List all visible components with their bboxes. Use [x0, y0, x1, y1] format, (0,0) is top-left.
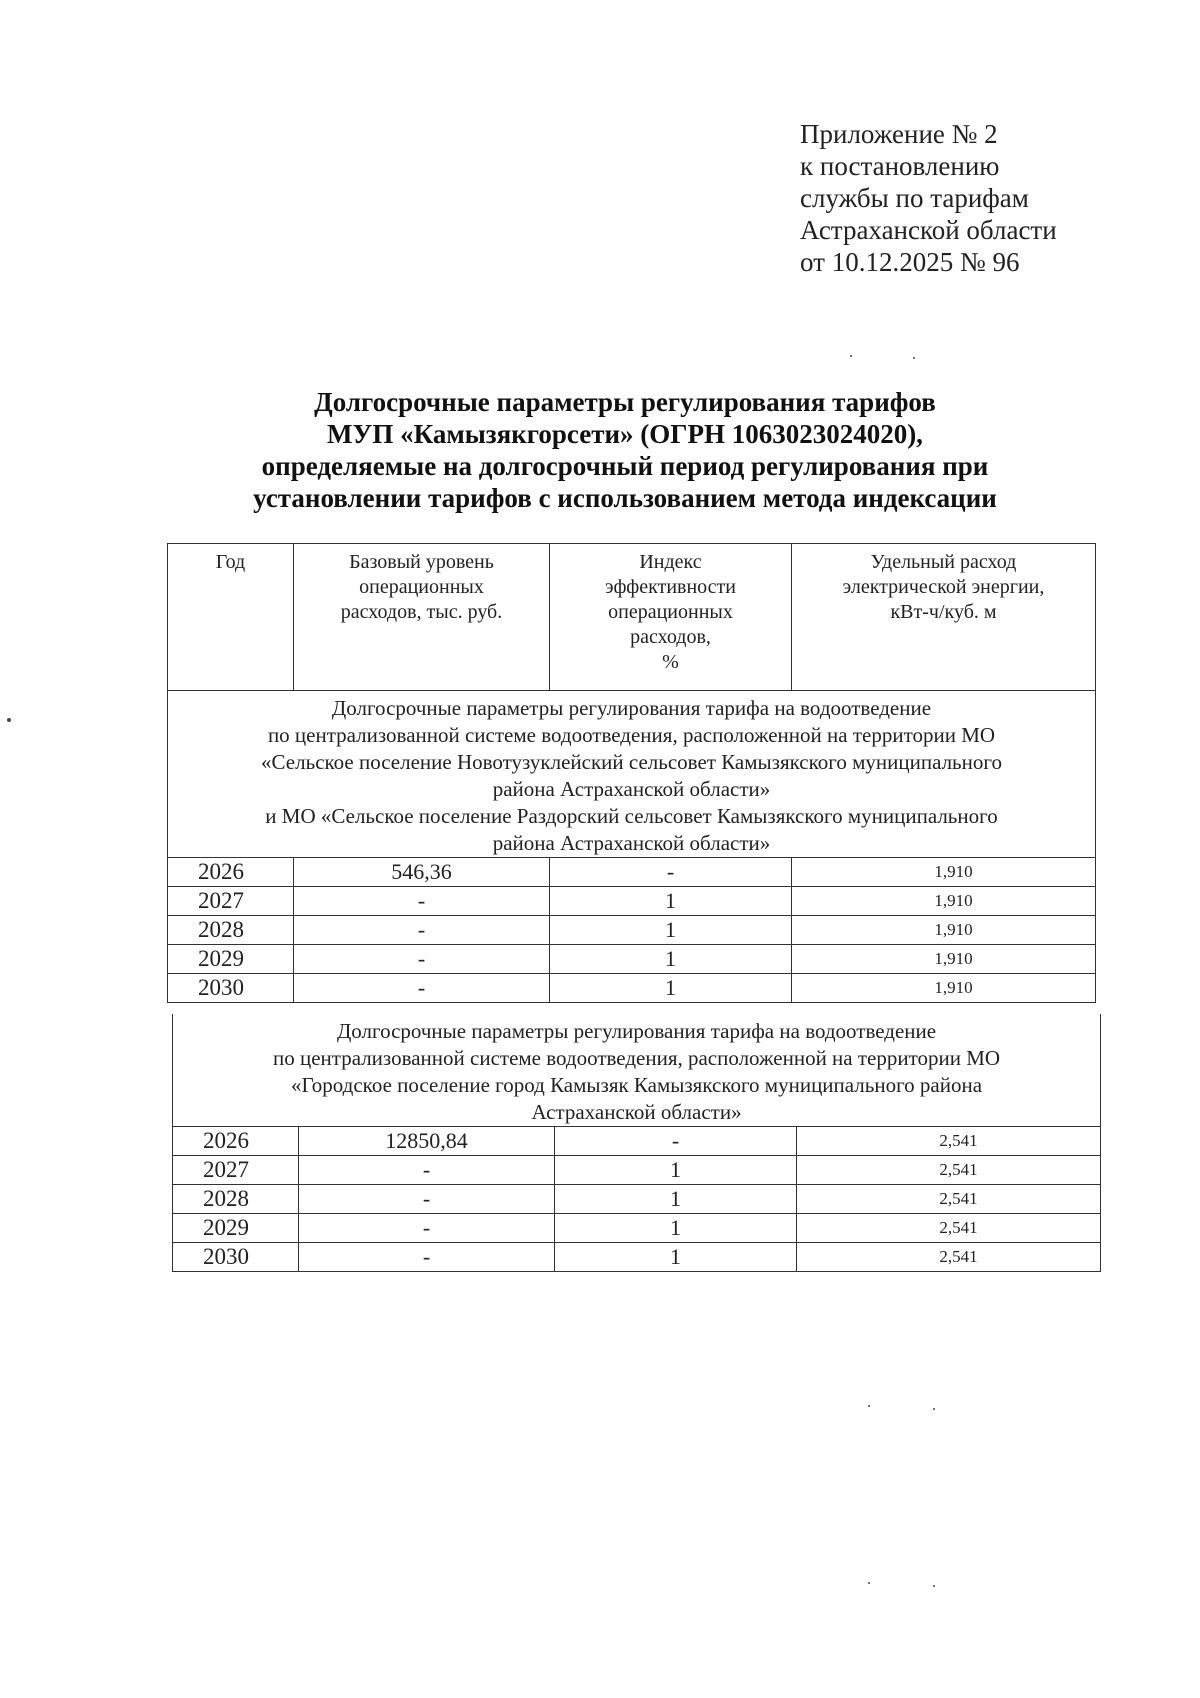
scan-speck — [913, 357, 915, 359]
cell-electric-consumption: 1,910 — [792, 974, 1096, 1003]
title-line: установлении тарифов с использованием метода индексации — [253, 483, 997, 513]
cell-efficiency-index: 1 — [550, 916, 792, 945]
document-title — [160, 386, 1090, 514]
appendix-line: Астраханской области — [800, 215, 1057, 245]
cell-electric-consumption: 1,910 — [792, 916, 1096, 945]
section-heading-row — [173, 1014, 1101, 1127]
section-heading: Долгосрочные параметры регулирования тарифа на водоотведение по централизованной системе водоотведения, расположенной на территории МО «Сельское поселение Новотузуклейский сельсовет Камызякского муниципального района Астраханской области» и МО «Сельское поселение Раздорский сельсовет Камызякского муниципального района Астраханской области» — [168, 691, 1096, 858]
appendix-line: к постановлению — [800, 151, 1000, 181]
cell-base-level: - — [299, 1185, 555, 1214]
cell-year: 2028 — [168, 916, 294, 945]
cell-electric-consumption: 2,541 — [797, 1185, 1101, 1214]
cell-year: 2029 — [173, 1214, 299, 1243]
cell-efficiency-index: 1 — [555, 1214, 797, 1243]
table-row — [168, 945, 1096, 974]
cell-electric-consumption: 2,541 — [797, 1127, 1101, 1156]
table-row — [173, 1214, 1101, 1243]
appendix-line: службы по тарифам — [800, 183, 1029, 213]
cell-year: 2030 — [173, 1243, 299, 1272]
cell-base-level: - — [294, 974, 550, 1003]
cell-base-level: - — [294, 887, 550, 916]
tariff-table-1 — [167, 543, 1095, 1003]
cell-efficiency-index: 1 — [555, 1156, 797, 1185]
table-row — [173, 1243, 1101, 1272]
table-row — [168, 887, 1096, 916]
table-row — [173, 1127, 1101, 1156]
header-efficiency-index: Индекс эффективности операционных расходов, % — [550, 544, 792, 691]
table-row — [168, 916, 1096, 945]
cell-efficiency-index: 1 — [550, 974, 792, 1003]
cell-base-level: - — [299, 1214, 555, 1243]
cell-year: 2029 — [168, 945, 294, 974]
cell-base-level: - — [294, 916, 550, 945]
appendix-block — [800, 118, 1057, 278]
cell-electric-consumption: 2,541 — [797, 1156, 1101, 1185]
cell-year: 2027 — [168, 887, 294, 916]
scan-speck — [868, 1582, 870, 1584]
table-row — [173, 1156, 1101, 1185]
appendix-line: от 10.12.2025 № 96 — [800, 247, 1020, 277]
header-year: Год — [168, 544, 294, 691]
header-base-level: Базовый уровень операционных расходов, тыс. руб. — [294, 544, 550, 691]
cell-electric-consumption: 2,541 — [797, 1214, 1101, 1243]
cell-year: 2028 — [173, 1185, 299, 1214]
cell-base-level: 12850,84 — [299, 1127, 555, 1156]
cell-efficiency-index: 1 — [555, 1243, 797, 1272]
cell-efficiency-index: 1 — [550, 887, 792, 916]
title-line: Долгосрочные параметры регулирования тарифов — [314, 387, 936, 417]
cell-base-level: - — [299, 1243, 555, 1272]
tariff-table-2 — [172, 1014, 1100, 1272]
header-electric-consumption: Удельный расход электрической энергии, кВт-ч/куб. м — [792, 544, 1096, 691]
cell-electric-consumption: 2,541 — [797, 1243, 1101, 1272]
scan-speck — [933, 1585, 935, 1587]
cell-base-level: - — [294, 945, 550, 974]
table-row — [173, 1185, 1101, 1214]
table-row — [168, 974, 1096, 1003]
cell-efficiency-index: 1 — [550, 945, 792, 974]
cell-base-level: - — [299, 1156, 555, 1185]
table-row — [168, 858, 1096, 887]
section-heading-row — [168, 691, 1096, 858]
table-header-row — [168, 544, 1096, 691]
cell-base-level: 546,36 — [294, 858, 550, 887]
cell-year: 2026 — [173, 1127, 299, 1156]
cell-efficiency-index: - — [550, 858, 792, 887]
cell-efficiency-index: 1 — [555, 1185, 797, 1214]
scan-speck — [850, 355, 852, 357]
cell-electric-consumption: 1,910 — [792, 887, 1096, 916]
title-line: определяемые на долгосрочный период регулирования при — [261, 451, 989, 481]
scan-speck — [868, 1405, 870, 1407]
section-heading: Долгосрочные параметры регулирования тарифа на водоотведение по централизованной системе водоотведения, расположенной на территории МО «Городское поселение город Камызяк Камызякского муниципального района Астраханской области» — [173, 1014, 1101, 1127]
cell-year: 2030 — [168, 974, 294, 1003]
title-line: МУП «Камызякгорсети» (ОГРН 1063023024020), — [327, 419, 923, 449]
cell-year: 2027 — [173, 1156, 299, 1185]
cell-electric-consumption: 1,910 — [792, 858, 1096, 887]
appendix-line: Приложение № 2 — [800, 119, 998, 149]
scan-speck — [933, 1408, 935, 1410]
cell-electric-consumption: 1,910 — [792, 945, 1096, 974]
cell-efficiency-index: - — [555, 1127, 797, 1156]
scan-speck — [7, 718, 11, 722]
cell-year: 2026 — [168, 858, 294, 887]
